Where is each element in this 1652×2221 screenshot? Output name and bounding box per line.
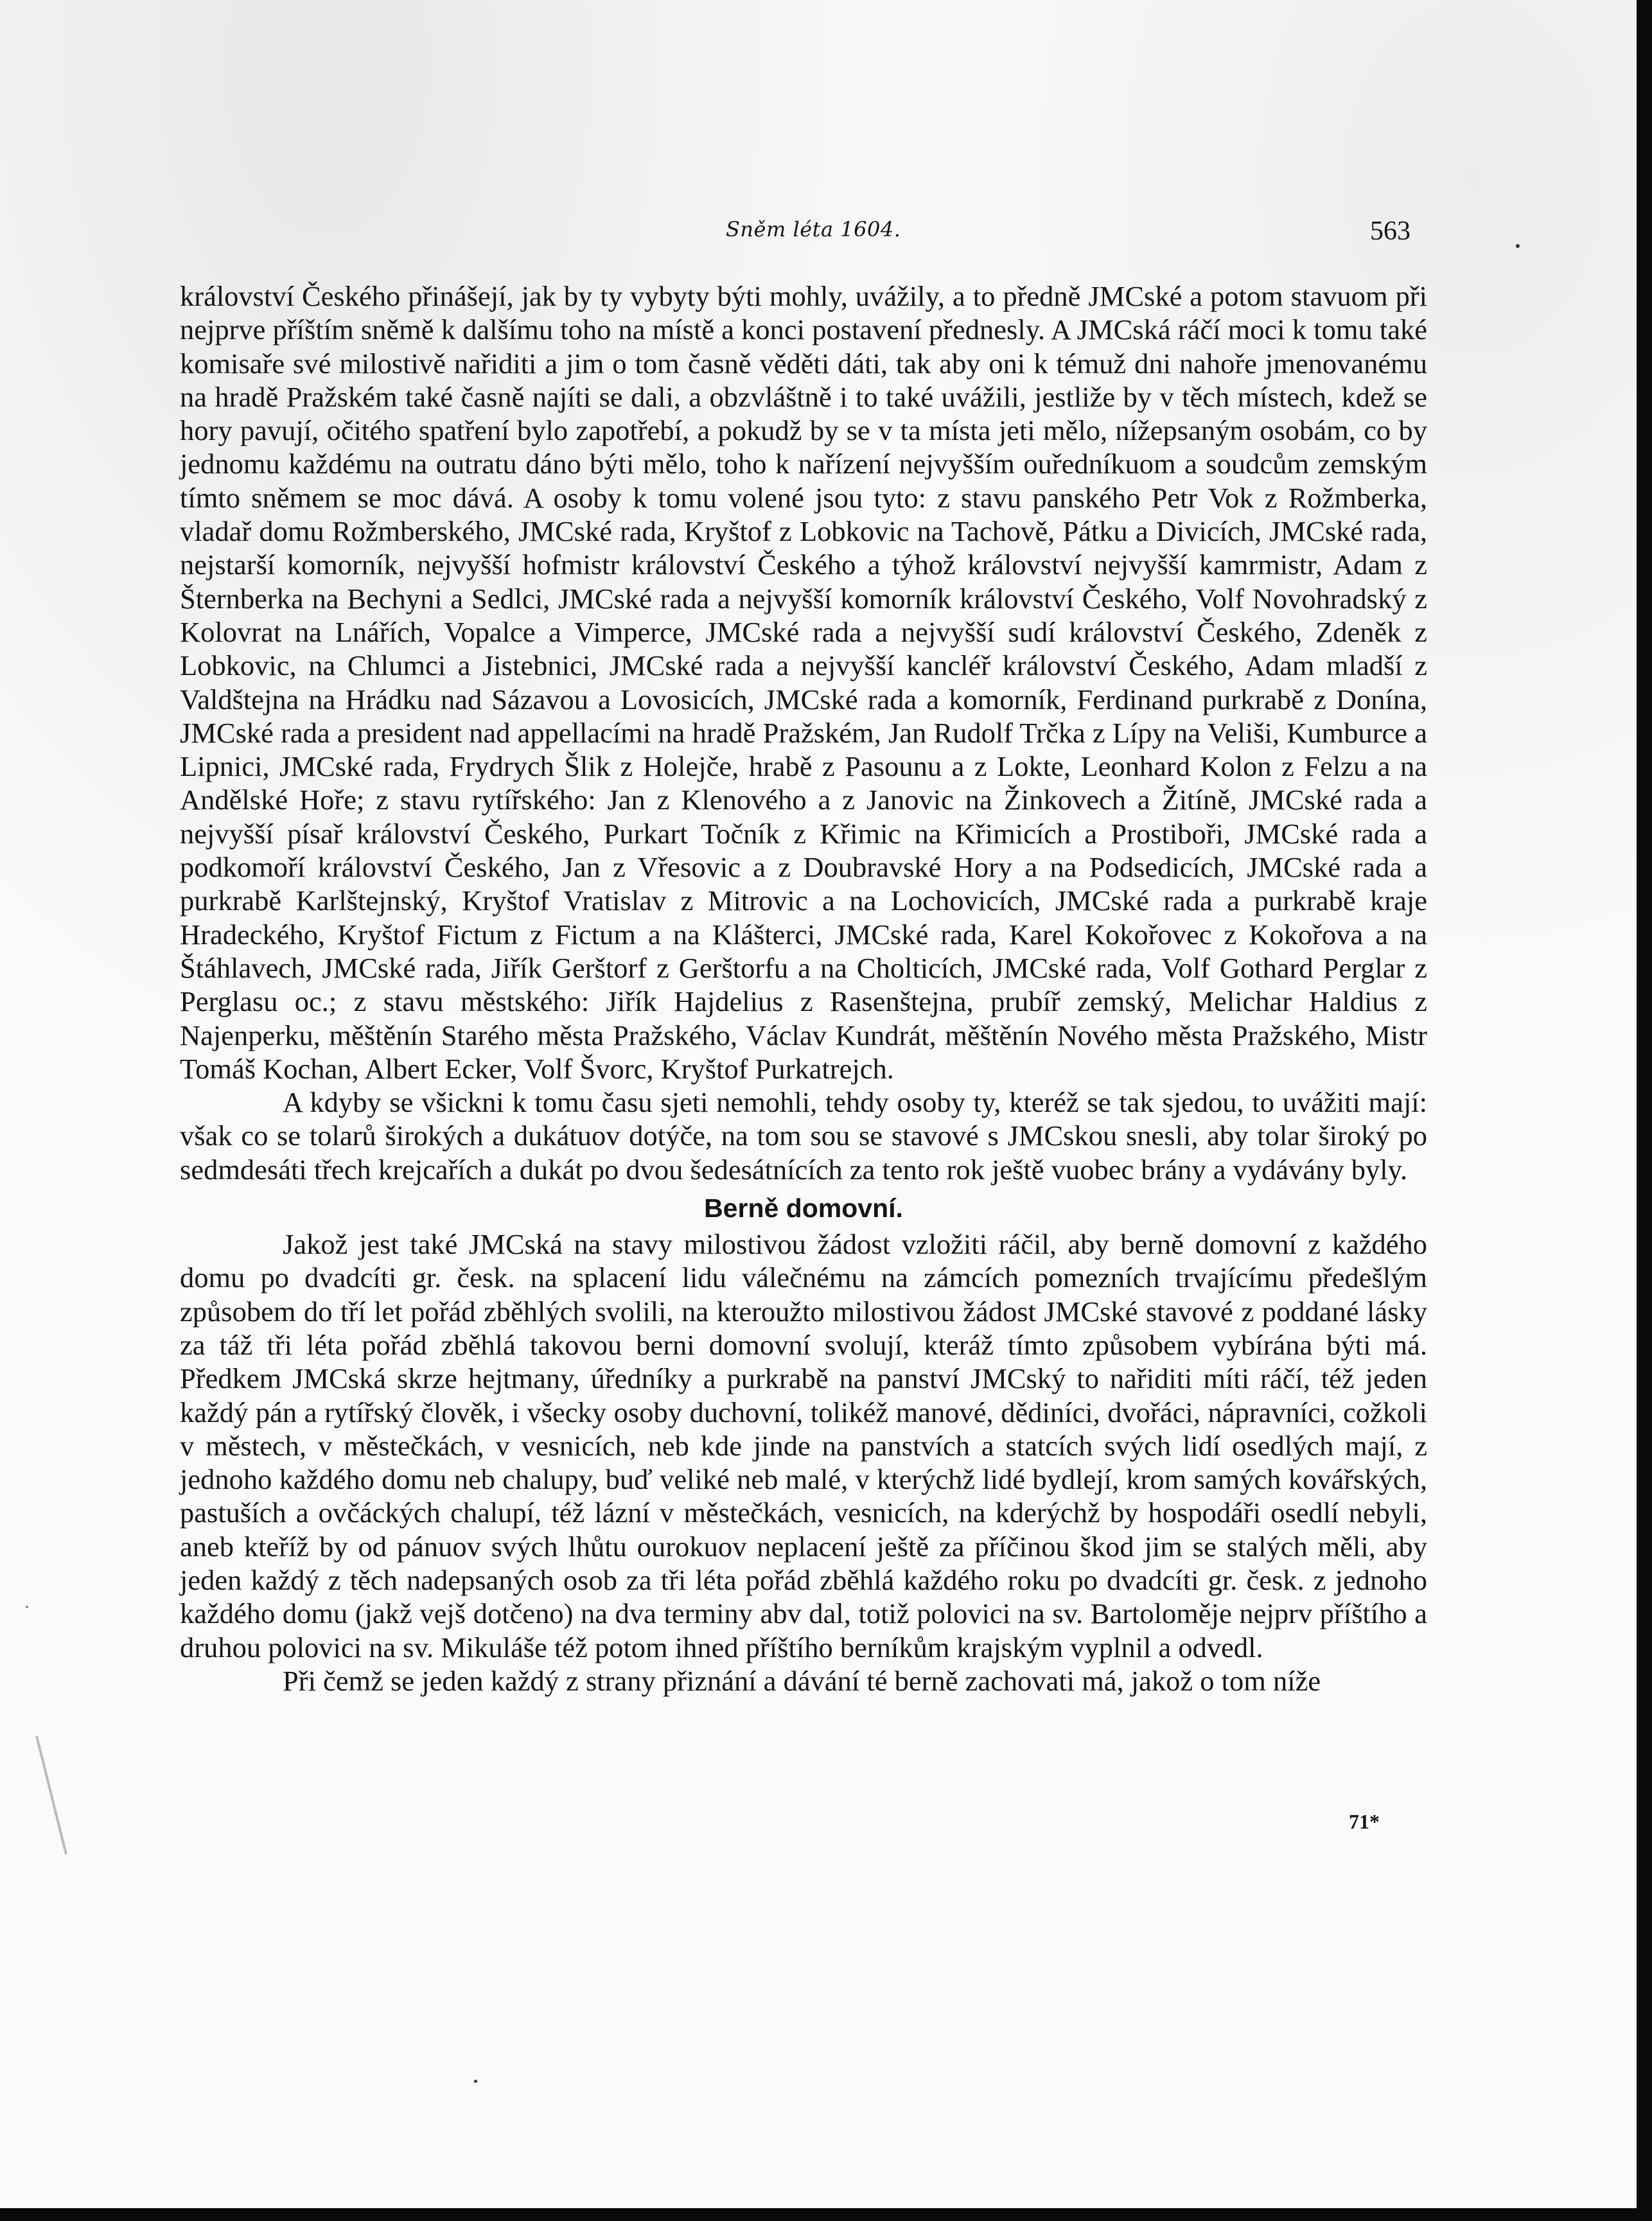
paragraph-4: Při čemž se jeden každý z strany přiznání a dávání té berně zachovati má, jakož o tom níže <box>283 1664 1321 1697</box>
signature-mark: 71* <box>1349 1810 1380 1833</box>
scan-dust-speck <box>474 2080 477 2083</box>
running-title: Sněm léta 1604. <box>726 217 901 241</box>
page-number: 563 <box>1370 216 1410 246</box>
main-text <box>180 279 1427 1698</box>
scan-artifact-stroke <box>35 1735 67 1854</box>
paragraph-1: království Českého přinášejí, jak by ty vybyty býti mohly, uvážily, a to předně JMCské a potom stavuom při nejprve příštím sněmě k dalšímu toho na místě a konci postavení přednesly. A JMCská ráčí moci k tomu také komisaře své milostivě nařiditi a jim o tom časně věděti dáti, tak aby oni k témuž dni nahoře jmenovanému na hradě Pražském také časně najíti se dali, a obzvláštně i to také uvážili, jestliže by v těch místech, kdež se hory pavují, očitého spatření bylo zapotřebí, a pokudž by se v ta místa jeti mělo, nížepsaným osobám, co by jednomu každému na outratu dáno býti mělo, toho k nařízení nejvyšším ouředníkuom a soudcům zemským tímto sněmem se moc dává. A osoby k tomu volené jsou tyto: z stavu panského Petr Vok z Rožmberka, vladař domu Rožmberského, JMCské rada, Kryštof z Lobkovic na Tachově, Pátku a Divicích, JMCské rada, nejstarší komorník, nejvyšší hofmistr království Českého a týhož království nejvyšší kamrmistr, Adam z Šternberka na Bechyni a Sedlci, JMCské rada a nejvyšší komorník království Českého, Volf Novohradský z Kolovrat na Lnářích, Vopalce a Vimperce, JMCské rada a nejvyšší sudí království Českého, Zdeněk z Lobkovic, na Chlumci a Jistebnici, JMCské rada a nejvyšší kancléř království Českého, Adam mladší z Valdštejna na Hrádku nad Sázavou a Lovosicích, JMCské rada a komorník, Ferdinand purkrabě z Donína, JMCské rada a president nad appellacími na hradě Pražském, Jan Rudolf Trčka z Lípy na Veliši, Kumburce a Lipnici, JMCské rada, Frydrych Šlik z Holejče, hrabě z Pasounu a z Lokte, Leonhard Kolon z Felzu a na Andělské Hoře; z stavu rytířského: Jan z Klenového a z Janovic na Žinkovech a Žitíně, JMCské rada a nejvyšší písař království Českého, Purkart Točník z Křimic na Křimicích a Prostiboři, JMCské rada a podkomoří království Českého, Jan z Vřesovic a z Doubravské Hory a na Podsedicích, JMCské rada a purkrabě Karlštejnský, Kryštof Vratislav z Mitrovic a na Lochovicích, JMCské rada a purkrabě kraje Hradeckého, Kryštof Fictum z Fictum a na Klášterci, JMCské rada, Karel Kokořovec z Kokořova a na Štáhlavech, JMCské rada, Jiřík Gerštorf z Gerštorfu a na Cholticích, JMCské rada, Volf Gothard Perglar z Perglasu oc.; z stavu městského: Jiřík Hajdelius z Rasenštejna, prubíř zemský, Melichar Haldius z Najenperku, měštěnín Starého města Pražského, Václav Kundrát, měštěnín Nového města Pražského, Mistr Tomáš Kochan, Albert Ecker, Volf Švorc, Kryštof Purkatrejch. <box>180 280 1427 1085</box>
scan-dust-speck <box>1516 244 1520 248</box>
scan-dust-speck <box>26 1606 28 1608</box>
paragraph-2: A kdyby se všickni k tomu času sjeti nemohli, tehdy osoby ty, kteréž se tak sjedou, to uvážiti mají: však co se tolarů širokých a dukátuov dotýče, na tom sou se stavové s JMCskou snesli, aby tolar široký po sedmdesáti třech krejcařích a dukát po dvou šedesátnících za tento rok ještě vuobec brány a vydávány byly. <box>180 1086 1427 1186</box>
section-heading: Berně domovní. <box>704 1193 903 1224</box>
paragraph-3: Jakož jest také JMCská na stavy milostivou žádost vzložiti ráčil, aby berně domovní z každého domu po dvadcíti gr. česk. na splacení lidu válečnému na zámcích pomezních trvajícímu předešlým způsobem do tří let pořád zběhlých svolili, na kteroužto milostivou žádost JMCské stavové z poddané lásky za táž tři léta pořád zběhlá takovou berni domovní svolují, kteráž tímto způsobem vybírána býti má. Předkem JMCská skrze hejtmany, úředníky a purkrabě na panství JMCský to nařiditi míti ráčí, též jeden každý pán a rytířský člověk, i všecky osoby duchovní, tolikéž manové, dědiníci, dvořáci, nápravníci, cožkoli v městech, v městečkách, v vesnicích, neb kde jinde na panstvích a statcích svých lidí osedlých mají, z jednoho každého domu neb chalupy, buď veliké neb malé, v kterýchž lidé bydlejí, krom samých kovářských, pastuších a ovčáckých chalupí, též lázní v městečkách, vesnicích, na kderýchž by hospodáři osedlí nebyli, aneb kteříž by od pánuov svých lhůtu ourokuov neplacení ještě za příčinou škod jim se stalých měli, aby jeden každý z těch nadepsaných osob za tři léta pořád zběhlá každého roku po dvadcíti gr. česk. z jednoho každého domu (jakž vejš dotčeno) na dva terminy abv dal, totiž polovici na sv. Bartoloměje nejprv příštího a druhou polovici na sv. Mikuláše též potom ihned příštího berníkům krajským vyplnil a odvedl. <box>180 1228 1427 1664</box>
